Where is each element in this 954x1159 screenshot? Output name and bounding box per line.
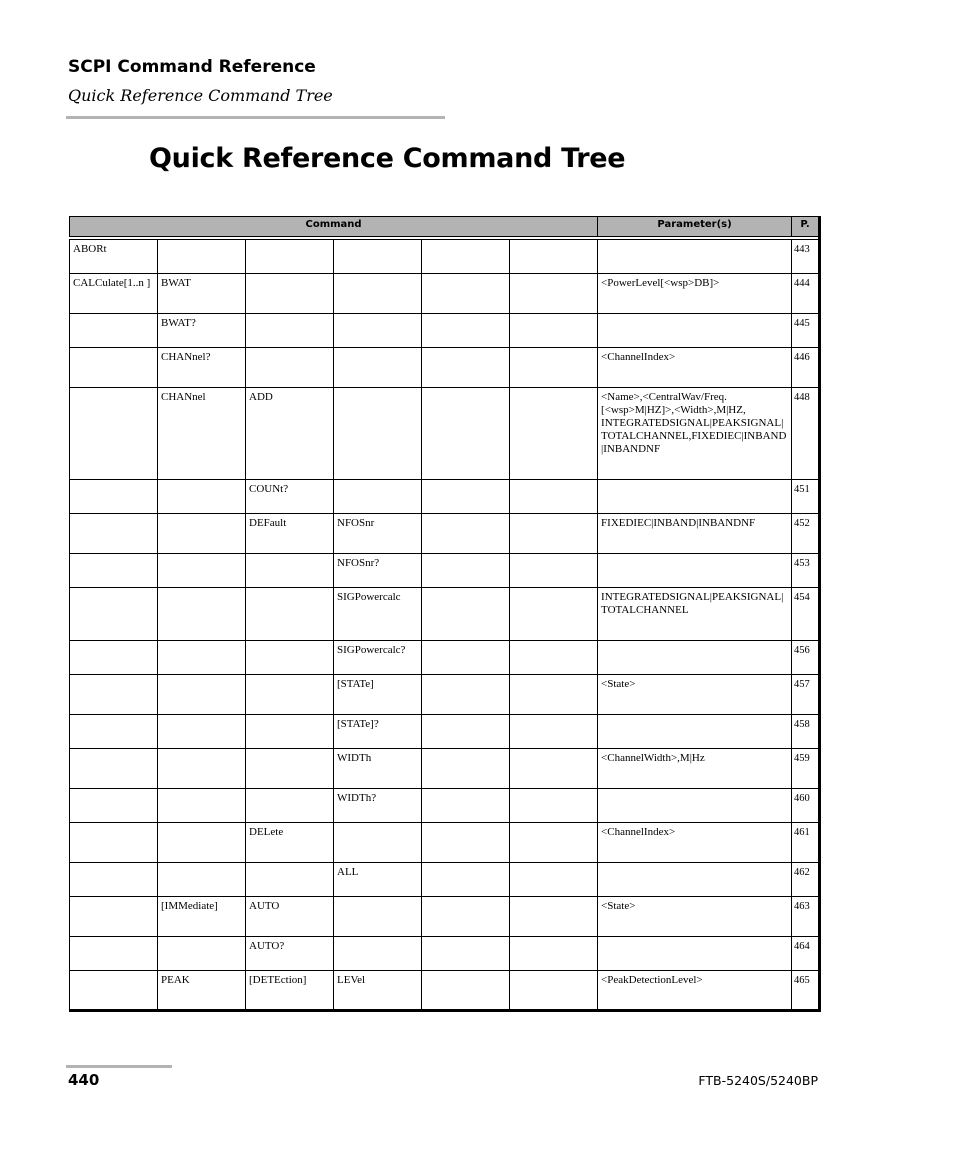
parameter-cell xyxy=(598,715,792,749)
command-level-4-cell xyxy=(334,274,422,314)
table-row xyxy=(70,863,820,897)
command-level-5-cell xyxy=(422,971,510,1011)
command-level-5-cell xyxy=(422,480,510,514)
command-level-2-cell xyxy=(158,749,246,789)
parameter-cell xyxy=(598,789,792,823)
command-level-4-cell: ALL xyxy=(334,863,422,897)
command-level-4-cell: NFOSnr? xyxy=(334,554,422,588)
command-level-3-cell: COUNt? xyxy=(246,480,334,514)
parameter-cell: <PowerLevel[<wsp>DB]> xyxy=(598,274,792,314)
page-ref-cell: 445 xyxy=(792,314,820,348)
parameter-cell xyxy=(598,554,792,588)
command-level-6-cell xyxy=(510,789,598,823)
table-row xyxy=(70,388,820,480)
command-level-3-cell: DEFault xyxy=(246,514,334,554)
command-level-5-cell xyxy=(422,715,510,749)
command-level-3-cell: ADD xyxy=(246,388,334,480)
command-level-5-cell xyxy=(422,749,510,789)
table-row xyxy=(70,897,820,937)
table-body xyxy=(70,237,820,1011)
table-row xyxy=(70,588,820,641)
command-level-1-cell xyxy=(70,675,158,715)
command-level-4-cell xyxy=(334,823,422,863)
command-level-4-cell: SIGPowercalc? xyxy=(334,641,422,675)
table-row xyxy=(70,240,820,274)
command-level-6-cell xyxy=(510,971,598,1011)
parameter-cell: <Name>,<CentralWav/Freq.[<wsp>M|HZ]>,<Width>,M|HZ, INTEGRATEDSIGNAL|PEAKSIGNAL| TOTALCHANNEL,FIXEDIEC|INBAND |INBANDNF xyxy=(598,388,792,480)
table-header-row xyxy=(70,217,820,237)
command-level-6-cell xyxy=(510,314,598,348)
command-level-5-cell xyxy=(422,388,510,480)
command-level-6-cell xyxy=(510,388,598,480)
page-ref-cell: 451 xyxy=(792,480,820,514)
command-level-2-cell: [IMMediate] xyxy=(158,897,246,937)
command-level-4-cell xyxy=(334,388,422,480)
command-level-1-cell xyxy=(70,314,158,348)
command-level-2-cell xyxy=(158,937,246,971)
page-ref-cell: 454 xyxy=(792,588,820,641)
parameter-cell: <ChannelWidth>,M|Hz xyxy=(598,749,792,789)
product-name: FTB-5240S/5240BP xyxy=(698,1073,818,1088)
parameter-cell: <State> xyxy=(598,675,792,715)
command-level-1-cell xyxy=(70,588,158,641)
table-row xyxy=(70,789,820,823)
table-row xyxy=(70,554,820,588)
command-level-5-cell xyxy=(422,588,510,641)
header-divider xyxy=(66,116,445,119)
command-level-1-cell xyxy=(70,749,158,789)
page-ref-cell: 457 xyxy=(792,675,820,715)
command-level-1-cell xyxy=(70,641,158,675)
table-row xyxy=(70,514,820,554)
command-level-3-cell xyxy=(246,274,334,314)
command-level-1-cell xyxy=(70,348,158,388)
command-level-4-cell: WIDTh? xyxy=(334,789,422,823)
parameter-cell: FIXEDIEC|INBAND|INBANDNF xyxy=(598,514,792,554)
page-column-header: P. xyxy=(792,217,820,237)
command-level-1-cell xyxy=(70,823,158,863)
command-level-4-cell: SIGPowercalc xyxy=(334,588,422,641)
command-level-3-cell: AUTO xyxy=(246,897,334,937)
page-ref-cell: 460 xyxy=(792,789,820,823)
command-level-3-cell xyxy=(246,588,334,641)
parameter-cell: <ChannelIndex> xyxy=(598,823,792,863)
page-ref-cell: 452 xyxy=(792,514,820,554)
command-level-2-cell: CHANnel? xyxy=(158,348,246,388)
page-ref-cell: 461 xyxy=(792,823,820,863)
command-level-3-cell xyxy=(246,554,334,588)
command-level-4-cell: LEVel xyxy=(334,971,422,1011)
page-ref-cell: 453 xyxy=(792,554,820,588)
command-level-5-cell xyxy=(422,823,510,863)
command-level-6-cell xyxy=(510,348,598,388)
table-row xyxy=(70,823,820,863)
parameters-column-header: Parameter(s) xyxy=(598,217,792,237)
command-level-5-cell xyxy=(422,897,510,937)
command-level-1-cell xyxy=(70,863,158,897)
page-number: 440 xyxy=(68,1071,100,1089)
command-level-3-cell xyxy=(246,749,334,789)
page-ref-cell: 448 xyxy=(792,388,820,480)
command-tree-table xyxy=(69,216,821,1012)
parameter-cell: <State> xyxy=(598,897,792,937)
command-level-5-cell xyxy=(422,863,510,897)
command-level-5-cell xyxy=(422,274,510,314)
page-ref-cell: 444 xyxy=(792,274,820,314)
table-row xyxy=(70,274,820,314)
command-level-1-cell xyxy=(70,715,158,749)
table-row xyxy=(70,641,820,675)
page-ref-cell: 456 xyxy=(792,641,820,675)
page-ref-cell: 458 xyxy=(792,715,820,749)
command-level-3-cell xyxy=(246,863,334,897)
command-level-6-cell xyxy=(510,897,598,937)
table-row xyxy=(70,675,820,715)
command-level-2-cell xyxy=(158,554,246,588)
command-level-5-cell xyxy=(422,240,510,274)
command-level-2-cell xyxy=(158,641,246,675)
command-level-2-cell xyxy=(158,823,246,863)
command-level-3-cell xyxy=(246,789,334,823)
command-level-1-cell: ABORt xyxy=(70,240,158,274)
command-level-2-cell xyxy=(158,715,246,749)
command-level-3-cell: AUTO? xyxy=(246,937,334,971)
command-level-3-cell xyxy=(246,641,334,675)
command-level-5-cell xyxy=(422,675,510,715)
command-level-1-cell xyxy=(70,514,158,554)
command-level-6-cell xyxy=(510,514,598,554)
table-row xyxy=(70,480,820,514)
parameter-cell xyxy=(598,314,792,348)
table-row xyxy=(70,937,820,971)
command-level-6-cell xyxy=(510,675,598,715)
command-level-1-cell xyxy=(70,480,158,514)
command-level-1-cell xyxy=(70,937,158,971)
command-level-4-cell xyxy=(334,937,422,971)
command-level-4-cell xyxy=(334,240,422,274)
running-header-section: SCPI Command Reference xyxy=(68,57,316,77)
table-row xyxy=(70,715,820,749)
parameter-cell: <ChannelIndex> xyxy=(598,348,792,388)
command-level-3-cell xyxy=(246,715,334,749)
command-level-6-cell xyxy=(510,937,598,971)
command-level-1-cell: CALCulate[1..n ] xyxy=(70,274,158,314)
command-level-5-cell xyxy=(422,641,510,675)
command-level-4-cell: [STATe]? xyxy=(334,715,422,749)
page-ref-cell: 443 xyxy=(792,240,820,274)
parameter-cell xyxy=(598,641,792,675)
command-level-2-cell: BWAT xyxy=(158,274,246,314)
command-level-6-cell xyxy=(510,274,598,314)
command-level-2-cell xyxy=(158,863,246,897)
command-level-4-cell xyxy=(334,897,422,937)
command-level-5-cell xyxy=(422,514,510,554)
command-level-1-cell xyxy=(70,388,158,480)
command-level-4-cell: [STATe] xyxy=(334,675,422,715)
footer-divider xyxy=(66,1065,172,1068)
command-level-2-cell xyxy=(158,240,246,274)
command-level-4-cell xyxy=(334,348,422,388)
command-level-1-cell xyxy=(70,897,158,937)
page-title: Quick Reference Command Tree xyxy=(149,143,626,174)
running-header-subsection: Quick Reference Command Tree xyxy=(68,86,333,105)
command-level-4-cell xyxy=(334,314,422,348)
command-level-1-cell xyxy=(70,789,158,823)
parameter-cell: INTEGRATEDSIGNAL|PEAKSIGNAL| TOTALCHANNEL xyxy=(598,588,792,641)
command-level-3-cell: DELete xyxy=(246,823,334,863)
command-column-header: Command xyxy=(70,217,598,237)
command-level-5-cell xyxy=(422,314,510,348)
table-row xyxy=(70,314,820,348)
command-level-5-cell xyxy=(422,554,510,588)
command-level-1-cell xyxy=(70,971,158,1011)
table-row xyxy=(70,348,820,388)
command-level-2-cell xyxy=(158,675,246,715)
command-level-6-cell xyxy=(510,588,598,641)
command-level-1-cell xyxy=(70,554,158,588)
command-level-4-cell xyxy=(334,480,422,514)
table-row xyxy=(70,971,820,1011)
page-ref-cell: 459 xyxy=(792,749,820,789)
parameter-cell: <PeakDetectionLevel> xyxy=(598,971,792,1011)
command-level-3-cell: [DETEction] xyxy=(246,971,334,1011)
table-row xyxy=(70,749,820,789)
command-level-6-cell xyxy=(510,823,598,863)
command-level-6-cell xyxy=(510,863,598,897)
command-level-3-cell xyxy=(246,314,334,348)
command-level-3-cell xyxy=(246,675,334,715)
command-level-3-cell xyxy=(246,240,334,274)
command-level-2-cell xyxy=(158,480,246,514)
command-level-5-cell xyxy=(422,789,510,823)
command-level-5-cell xyxy=(422,937,510,971)
command-level-2-cell: CHANnel xyxy=(158,388,246,480)
page-ref-cell: 462 xyxy=(792,863,820,897)
page-ref-cell: 464 xyxy=(792,937,820,971)
command-level-2-cell: PEAK xyxy=(158,971,246,1011)
command-level-4-cell: WIDTh xyxy=(334,749,422,789)
command-level-2-cell xyxy=(158,514,246,554)
command-level-6-cell xyxy=(510,641,598,675)
command-level-4-cell: NFOSnr xyxy=(334,514,422,554)
command-level-6-cell xyxy=(510,480,598,514)
command-level-2-cell xyxy=(158,588,246,641)
command-level-6-cell xyxy=(510,240,598,274)
command-level-5-cell xyxy=(422,348,510,388)
page-ref-cell: 463 xyxy=(792,897,820,937)
page-ref-cell: 446 xyxy=(792,348,820,388)
command-level-3-cell xyxy=(246,348,334,388)
parameter-cell xyxy=(598,240,792,274)
parameter-cell xyxy=(598,480,792,514)
command-level-2-cell: BWAT? xyxy=(158,314,246,348)
command-level-6-cell xyxy=(510,715,598,749)
parameter-cell xyxy=(598,937,792,971)
command-level-6-cell xyxy=(510,749,598,789)
page-ref-cell: 465 xyxy=(792,971,820,1011)
command-level-2-cell xyxy=(158,789,246,823)
command-level-6-cell xyxy=(510,554,598,588)
parameter-cell xyxy=(598,863,792,897)
